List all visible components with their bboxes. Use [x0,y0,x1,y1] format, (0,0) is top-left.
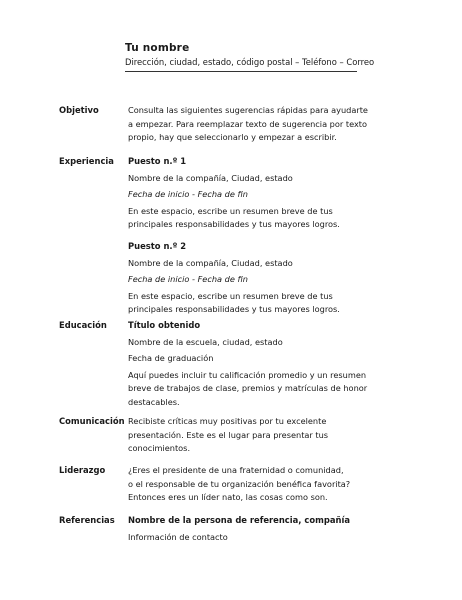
job-title: Puesto n.º 2 [128,240,187,251]
header-divider [125,71,357,72]
job-dates: Fecha de inicio - Fecha de fin [128,274,248,285]
degree-title: Título obtenido [128,320,201,330]
reference-name: Nombre de la persona de referencia, compañía [128,515,350,525]
communication-line: conocimientos. [128,443,191,454]
objective-line: propio, hay que seleccionarlo y empezar a escribir. [128,132,337,143]
education-detail-line: Aquí puedes incluir tu calificación promedio y un resumen [128,369,367,380]
references-content [128,514,378,544]
job-summary-line: principales responsabilidades y tus mayores logros. [128,219,340,230]
job-summary-line: En este espacio, escribe un resumen breve de tus [128,205,333,216]
leadership-line: ¿Eres el presidente de una fraternidad o comunidad, [128,465,344,475]
education-content [128,319,378,410]
job-title: Puesto n.º 1 [128,156,187,166]
communication-content [128,415,378,456]
communication-line: Recibiste críticas muy positivas por tu excelente [128,416,327,426]
education-detail-line: breve de trabajos de clase, premios y matrículas de honor [128,383,368,394]
section-label-experience: Experiencia [59,156,114,166]
section-label-leadership: Liderazgo [59,465,106,475]
job-company: Nombre de la compañía, Ciudad, estado [128,257,293,268]
leadership-line: Entonces eres un líder nato, las cosas como son. [128,492,328,503]
job-company: Nombre de la compañía, Ciudad, estado [128,172,293,183]
resume-name: Tu nombre [125,42,190,54]
section-label-communication: Comunicación [59,416,125,426]
education-detail-line: destacables. [128,396,180,407]
objective-line: Consulta las siguientes sugerencias rápidas para ayudarte [128,105,368,115]
objective-line: a empezar. Para reemplazar texto de sugerencia por texto [128,118,368,129]
communication-line: presentación. Este es el lugar para presentar tus [128,429,329,440]
job-dates: Fecha de inicio - Fecha de fin [128,189,248,200]
job-summary-line: En este espacio, escribe un resumen breve de tus [128,290,333,301]
section-label-education: Educación [59,320,107,330]
job-summary-line: principales responsabilidades y tus mayores logros. [128,304,340,315]
leadership-content [128,464,378,505]
experience-content [128,155,378,317]
school-name: Nombre de la escuela, ciudad, estado [128,336,283,347]
section-label-references: Referencias [59,515,115,525]
leadership-line: o el responsable de tu organización benéfica favorita? [128,478,351,489]
graduation-date: Fecha de graduación [128,353,214,364]
objective-content [128,104,378,145]
section-label-objective: Objetivo [59,105,99,115]
reference-contact: Información de contacto [128,531,228,542]
contact-info: Dirección, ciudad, estado, código postal – Teléfono – Correo [125,57,375,67]
